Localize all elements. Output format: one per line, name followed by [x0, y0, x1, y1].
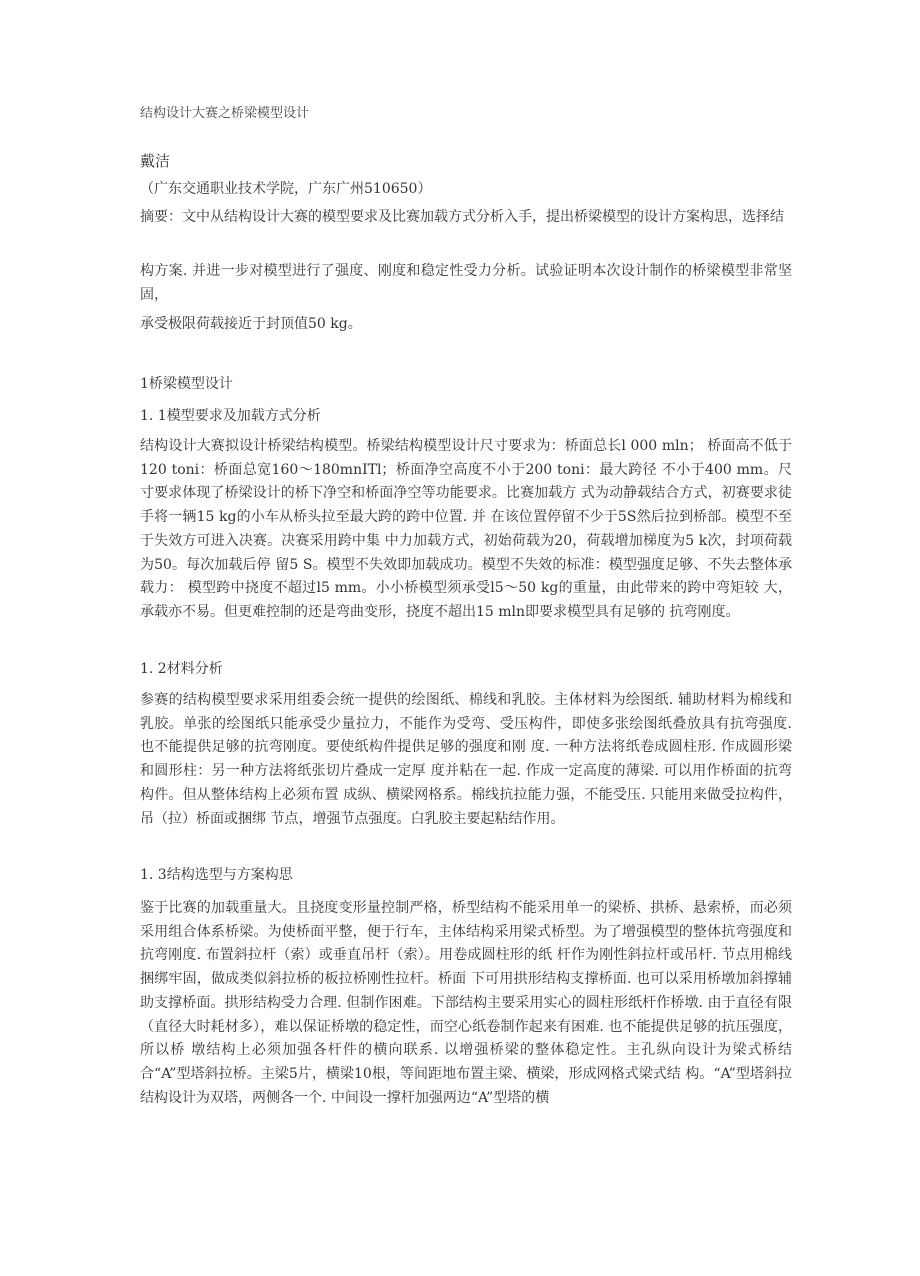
- subsection-heading: 1. 3结构选型与方案构思: [140, 867, 293, 883]
- document-title: 结构设计大赛之桥梁模型设计: [140, 106, 310, 121]
- abstract-line-1: 摘要：文中从结构设计大赛的模型要求及比赛加载方式分析入手，提出桥梁模型的设计方案构思，选择结: [140, 209, 784, 225]
- author-affiliation: （广东交通职业技术学院，广东广州510650）: [140, 181, 432, 197]
- subsection-heading: 1. 1模型要求及加载方式分析: [140, 408, 321, 424]
- subsection-body: 结构设计大赛拟设计桥梁结构模型。桥梁结构模型设计尺寸要求为：桥面总长l 000 mln； 桥面高不低于120 toni：桥面总宽160～180mnITl；桥面净空高度不小于200 toni：最大跨径 不小于400 mm。尺寸要求体现了桥梁设计的桥下净空和桥面净空等功能要求。比赛加载方 式为动静载结合方式，初赛要求徒手将一辆15 kg的小车从桥头拉至最大跨的跨中位置. 并 在该位置停留不少于5S然后拉到桥部。模型不至于失效方可进入决赛。决赛采用跨中集 中力加载方式，初始荷载为20，荷载增加梯度为5 k次，封项荷载为50。每次加载后停 留5 S。模型不失效即加载成功。模型不失效的标准：模型强度足够、不失去整体承载力： 模型跨中挠度不超过l5 mm。小小桥模型须承受l5～50 kg的重量，由此带来的跨中弯矩较 大，承载亦不易。但更难控制的还是弯曲变形，挠度不超出15 mln即要求模型具有足够的 抗弯刚度。: [140, 438, 792, 620]
- section-heading: 1桥梁模型设计: [140, 376, 233, 392]
- abstract-line-2: 构方案. 并进一步对模型进行了强度、刚度和稳定性受力分析。试验证明本次设计制作的桥梁模型非常坚固，: [140, 263, 792, 303]
- subsection-body: 参赛的结构模型要求采用组委会统一提供的绘图纸、棉线和乳胶。主体材料为绘图纸. 辅助材料为棉线和乳胶。单张的绘图纸只能承受少量拉力，不能作为受弯、受压构件，即使多张绘图纸叠放具有抗弯强度. 也不能提供足够的抗弯刚度。要使纸构件提供足够的强度和刚 度. 一种方法将纸卷成圆柱形. 作成圆形梁和圆形柱：另一种方法将纸张切片叠成一定厚 度并粘在一起. 作成一定高度的薄梁. 可以用作桥面的抗弯构件。但从整体结构上必须布置 成纵、横梁网格系。棉线抗拉能力强，不能受压. 只能用来做受拉构件，吊（拉）桥面或捆绑 节点，增强节点强度。白乳胶主要起粘结作用。: [140, 692, 792, 827]
- subsection-body: 鉴于比赛的加载重量大。且挠度变形量控制严格，桥型结构不能采用单一的梁桥、拱桥、悬索桥，而必须采用组合体系桥梁。为使桥面平整，便于行车，主体结构采用梁式桥型。为了增强模型的整体抗弯强度和抗弯刚度. 布置斜拉杆（索）或垂直吊杆（索）。用卷成圆柱形的纸 杆作为刚性斜拉杆或吊杆. 节点用棉线捆绑牢固，做成类似斜拉桥的板拉桥刚性拉杆。桥面 下可用拱形结构支撑桥面. 也可以采用桥墩加斜撑辅助支撑桥面。拱形结构受力合理. 但制作困难。下部结构主要采用实心的圆柱形纸杆作桥墩. 由于直径有限（直径大时耗材多），难以保证桥墩的稳定性，而空心纸卷制作起来有困难. 也不能提供足够的抗压强度，所以桥 墩结构上必须加强各杆件的横向联系. 以增强桥梁的整体稳定性。主孔纵向设计为梁式桥结 合“A”型塔斜拉桥。主梁5片，横梁10根，等间距地布置主梁、横梁，形成网格式梁式结 构。“A”型塔斜拉结构设计为双塔，两侧各一个. 中间设一撑杆加强两边“A”型塔的横: [140, 900, 792, 1106]
- author-name: 戴洁: [140, 152, 171, 170]
- subsection-heading: 1. 2材料分析: [140, 661, 223, 677]
- abstract-line-3: 承受极限荷载接近于封顶值50 kg。: [140, 316, 362, 332]
